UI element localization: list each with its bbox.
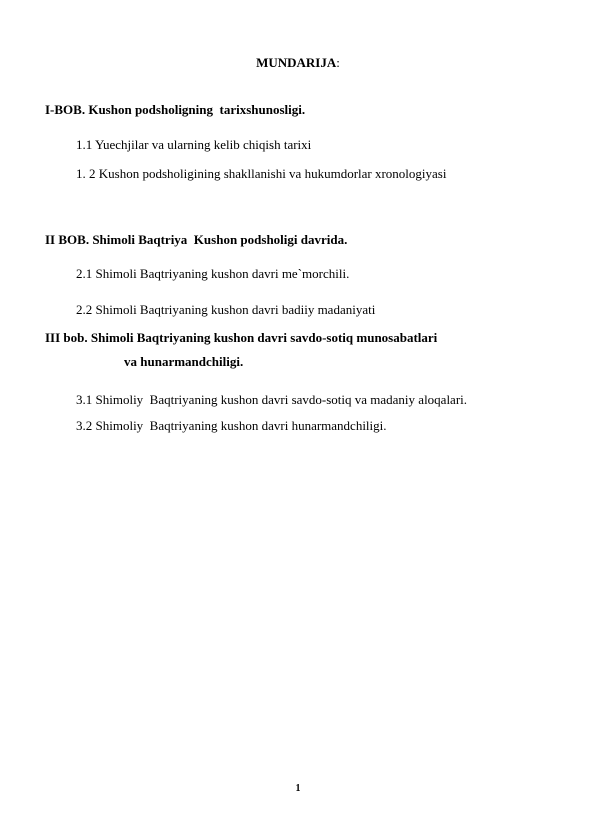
section-item-3-2: 3.2 Shimoliy Baqtriyaning kushon davri hunarmandchiligi.: [76, 418, 387, 433]
section-heading-3-continuation: va hunarmandchiligi.: [124, 354, 244, 369]
section-item-3-1: 3.1 Shimoliy Baqtriyaning kushon davri savdo-sotiq va madaniy aloqalari.: [76, 392, 468, 407]
page-title: [0, 55, 596, 71]
page-number: 1: [295, 783, 301, 794]
title-colon: :: [336, 55, 340, 70]
section-item-2-1: 2.1 Shimoli Baqtriyaning kushon davri me`morchili.: [76, 266, 350, 281]
section-heading-2: II BOB. Shimoli Baqtriya Kushon podsholigi davrida.: [45, 232, 348, 247]
section-item-1-1: 1.1 Yuechjilar va ularning kelib chiqish tarixi: [76, 137, 312, 152]
section-heading-3: III bob. Shimoli Baqtriyaning kushon davri savdo-sotiq munosabatlari: [45, 330, 438, 345]
section-item-2-2: 2.2 Shimoli Baqtriyaning kushon davri badiiy madaniyati: [76, 302, 376, 317]
section-heading-1: I-BOB. Kushon podsholigning tarixshunosligi.: [45, 102, 306, 117]
title-text: MUNDARIJA: [256, 55, 337, 70]
section-item-1-2: 1. 2 Kushon podsholigining shakllanishi va hukumdorlar xronologiyasi: [76, 166, 447, 181]
